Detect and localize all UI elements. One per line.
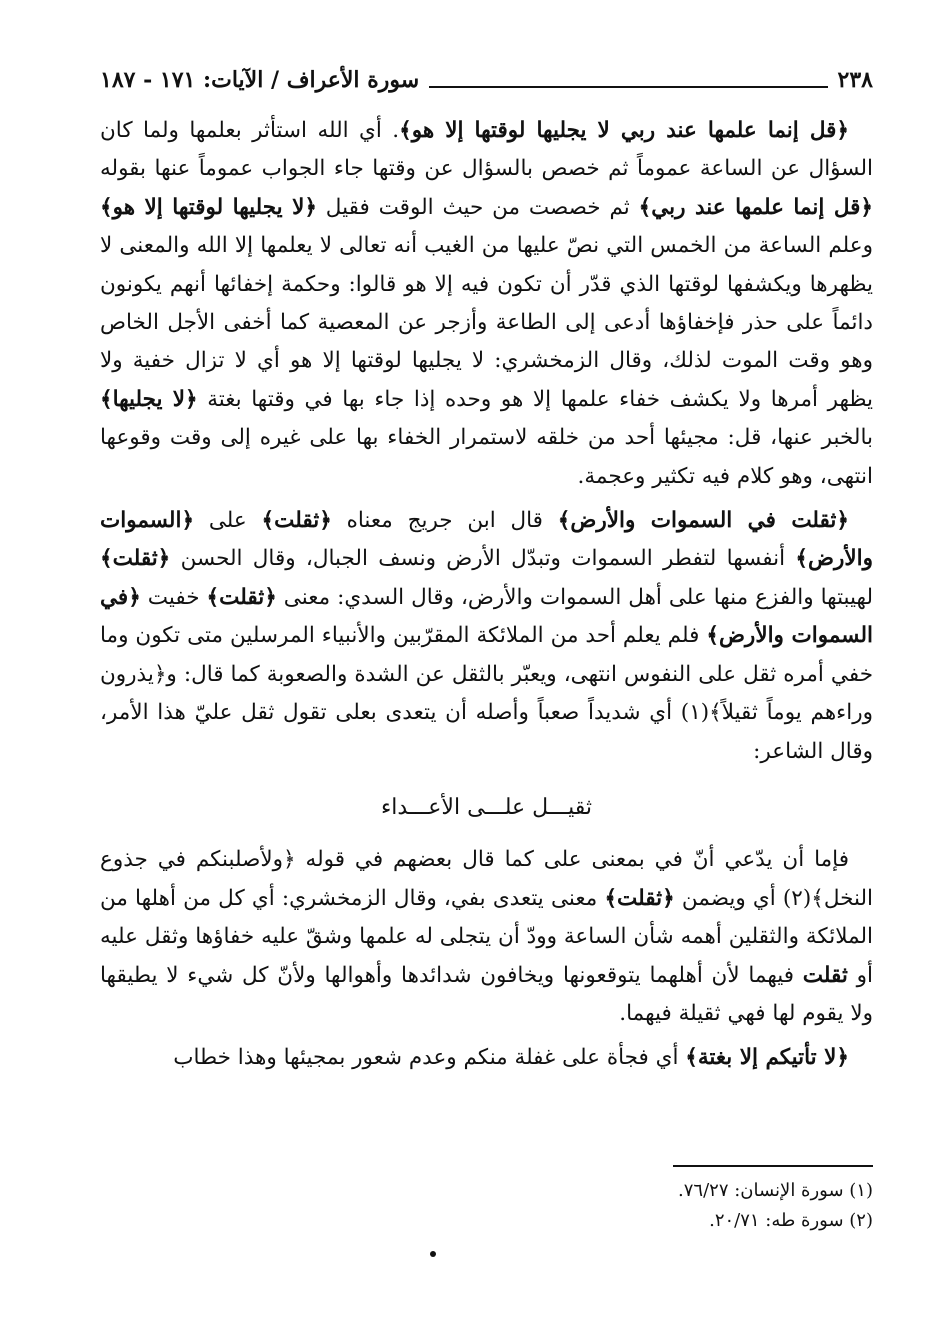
header-title: سورة الأعراف / الآيات: ١٧١ - ١٨٧ [100,67,420,93]
page-number: ٢٣٨ [837,67,873,93]
quran-quote: ثقلت [802,962,848,988]
text-run: فإما أن يدّعي أنّ في بمعنى على كما قال بعضهم في قوله ﴿ولأصلبنكم في جذوع النخل﴾(٢) أي ويضمن [100,847,873,911]
text-run: فلم يعلم أحد من الملائكة المقرّبين والأنبياء المرسلين متى تكون وما خفي أمره ثقل على النفوس انتهى، ويعبّر بالثقل عن الشدة والصعوبة كما قال: و﴿يذرون وراءهم يوماً ثقيلاً﴾(١) أي شديداً صعباً وأصله أن يتعدى بعلى تقول ثقل عليّ هذا الأمر، وقال الشاعر: [100,623,874,764]
paragraph [100,502,873,771]
quran-quote: ﴿ثقلت﴾ [604,885,675,911]
text-run: . أي الله استأثر بعلمها ولما كان السؤال عن الساعة عموماً ثم خصص بالسؤال عن وقتها جاء الجواب عموماً عنها بقوله [100,118,873,182]
footnote: (١) سورة الإنسان: ٧٦/٢٧. [678,1180,873,1201]
footnote: (٢) سورة طه: ٢٠/٧١. [709,1210,873,1231]
text-run: ثم خصصت من حيث الوقت فقيل [316,194,639,220]
text-run: فيهما لأن أهلهما يتوقعونها ويخافون شدائدها وأهوالها ولأنّ كل شيء لا يطيقها ولا يقوم لها فهي ثقيلة فيهما. [100,962,873,1026]
quran-quote: ﴿ثقلت﴾ [100,546,171,572]
page-dot [430,1251,436,1257]
text-run: أي فجأة على غفلة منكم وعدم شعور بمجيئها وهذا خطاب [173,1045,686,1071]
text-run: أنفسها لتفطر السموات وتبدّل الأرض ونسف الجبال، وقال الحسن [170,546,796,572]
text-run: على [194,508,262,534]
main-text [100,112,873,1084]
paragraph [100,112,873,496]
text-run: معنى يتعدى بفي، وقال الزمخشري: أي كل من أهلها من الملائكة والثقلين أهمه شأن الساعة وودّ أن يتجلى له علمها وشقّ عليه خفاؤها وثقل عليه أو [100,885,873,988]
running-header [100,62,873,98]
quran-quote: ﴿في السموات والأرض﴾ [100,584,873,649]
text-run: قال ابن جريج معناه [331,508,558,534]
quran-quote: ﴿ثقلت في السموات والأرض﴾ [557,508,849,534]
text-run: وعلم الساعة من الخمس التي نصّ عليها من الغيب أنه تعالى لا يعلمها إلا الله والمعنى لا يظهرها ويكشفها لوقتها الذي قدّر أن تكون فيه إلا هو قالوا: وحكمة إخفائها أنهم يكونون دائماً على حذر فإخفاؤها أدعى إلى الطاعة وأزجر عن المعصية كما أخفى الأجل الخاص وهو وقت الموت لذلك، وقال الزمخشري: لا يجليها لوقتها إلا هو أي لا تزال خفية ولا يظهر أمرها ولا يكشف خفاء علمها إلا هو وحده إذا جاء بها في وقتها بغتة [100,233,874,412]
header-rule [429,86,827,88]
paragraph [100,1039,873,1077]
quran-quote: ﴿قل إنما علمها عند ربي لا يجليها لوقتها إلا هو﴾ [399,118,849,143]
quran-quote: ﴿لا يجليها لوقتها إلا هو﴾ [100,194,317,220]
quran-quote: ﴿لا يجليها﴾ [100,386,198,412]
text-run: خفيت [140,584,207,610]
footnote-rule [673,1165,873,1167]
quran-quote: ﴿ثقلت﴾ [206,584,277,610]
quran-quote: ﴿قل إنما علمها عند ربي﴾ [638,194,874,220]
paragraph [100,841,873,1033]
text-run: بالخبر عنها، قل: مجيئها أحد من خلقه لاستمرار الخفاء بها على غيره إلى وقت وقوعها انتهى، وهو كلام فيه تكثير وعجمة. [100,425,873,489]
footnotes [100,1176,873,1236]
quran-quote: ﴿ثقلت﴾ [261,508,332,534]
quran-quote: ﴿السموات والأرض﴾ [100,508,873,572]
text-run: لهيبتها والفزع منها على أهل السموات والأرض، وقال السدي: معنى [276,584,873,610]
quran-quote: ﴿لا تأتيكم إلا بغتة﴾ [685,1045,849,1071]
poetry-verse: ثقيـــل علـــى الأعـــداء [380,794,593,820]
